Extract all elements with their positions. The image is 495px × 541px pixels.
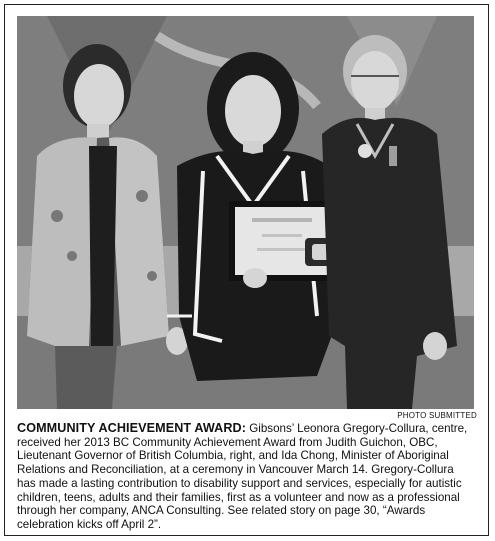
photo-caption bbox=[17, 422, 475, 532]
news-photo-frame bbox=[4, 4, 489, 536]
caption-body: Gibsons’ Leonora Gregory-Collura, centre, received her 2013 BC Community Achievement Award from Judith Guichon, OBC, Lieutenant Governor of British Columbia, right, and Ida Chong, Minister of Aboriginal Relations and Reconciliation, at a ceremony in Vancouver March 14. Gregory-Collura has made a lasting contribution to disability support and services, especially for autistic children, teens, adults and their families, first as a volunteer and now as a professional through her company, ANCA Consulting. See related story on page 30, “Awards celebration kicks off April 2”. bbox=[17, 422, 468, 531]
caption-headline: COMMUNITY ACHIEVEMENT AWARD: bbox=[17, 421, 247, 435]
award-photo bbox=[17, 16, 474, 409]
award-photo-illustration bbox=[17, 16, 474, 409]
photo-credit: PHOTO SUBMITTED bbox=[397, 411, 477, 420]
